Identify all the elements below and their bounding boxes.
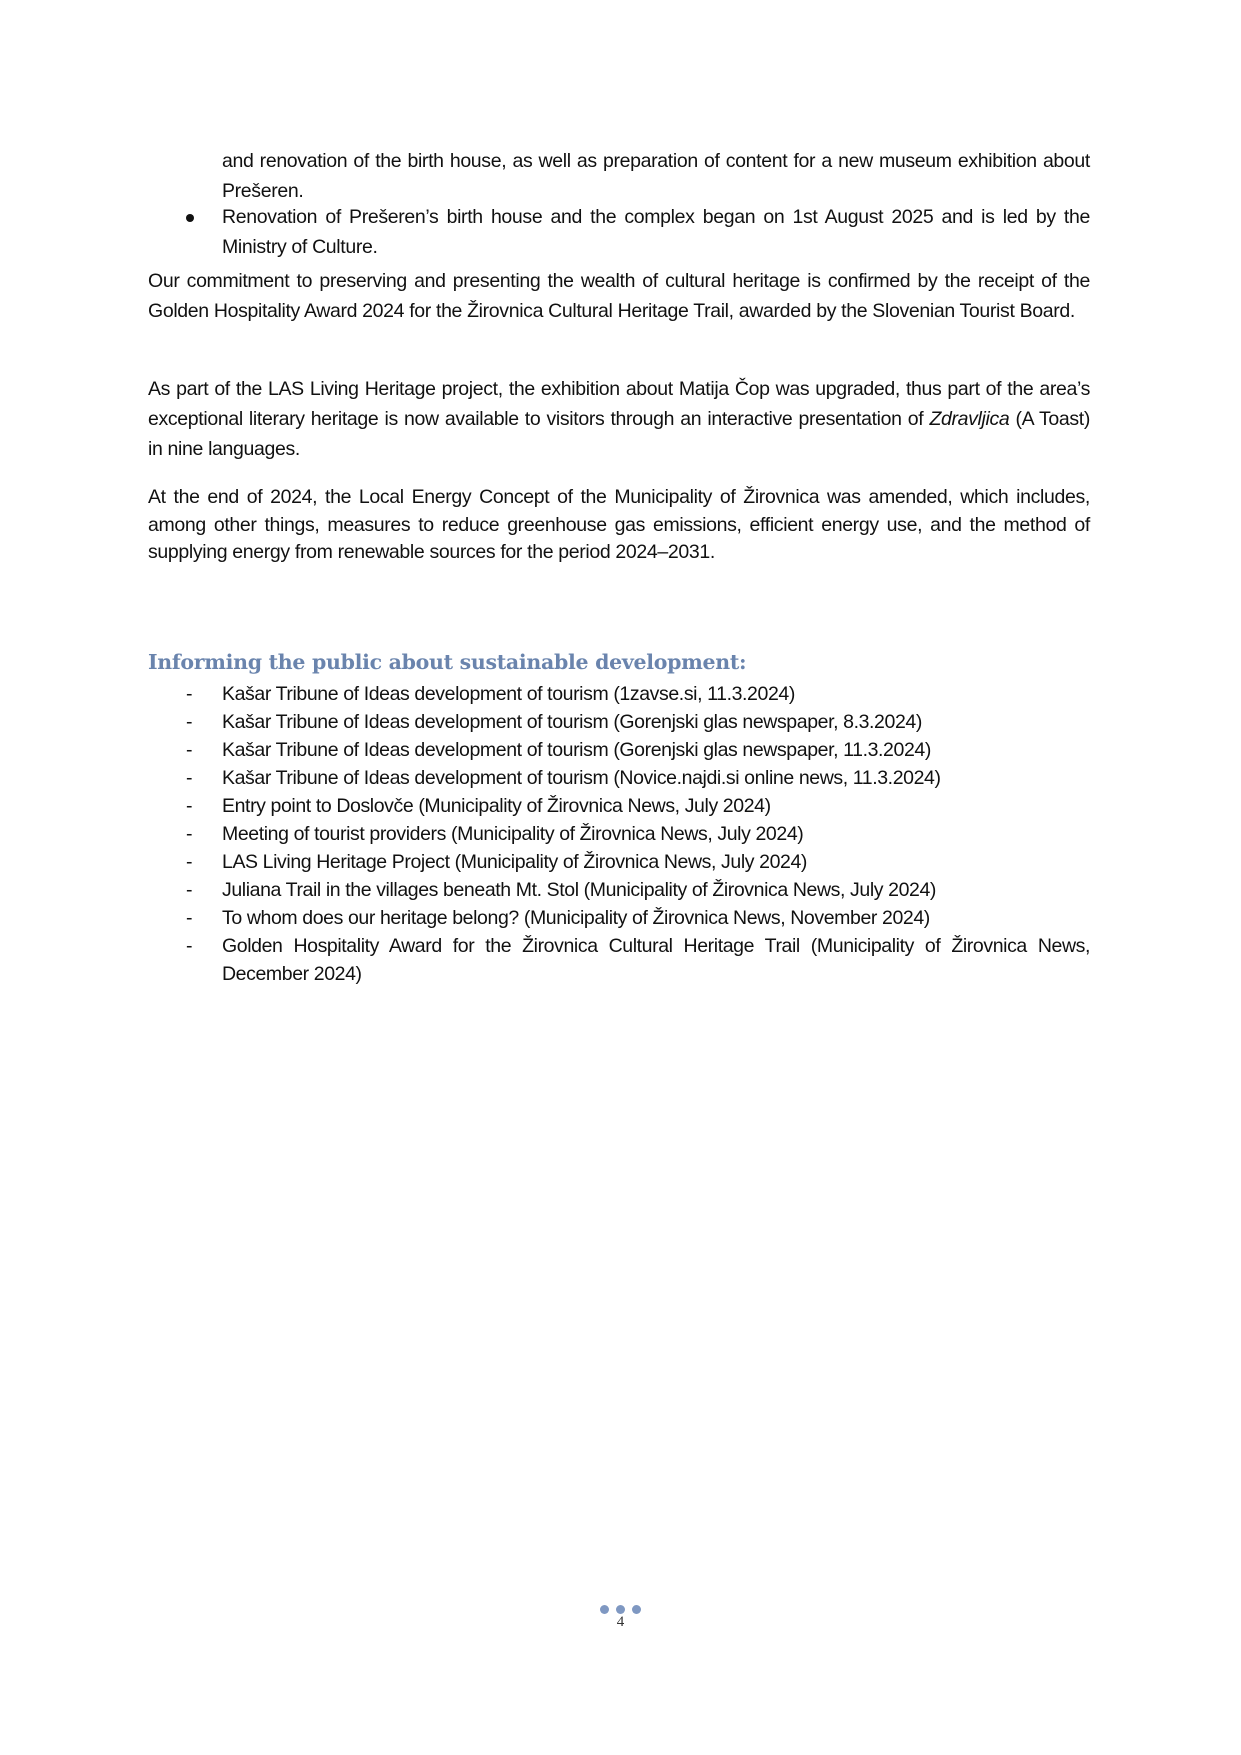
list-item [148,820,1090,848]
footer-dot [632,1605,641,1614]
list-item-text: Kašar Tribune of Ideas development of tourism (Novice.najdi.si online news, 11.3.2024) [222,767,941,789]
dash-bullet-icon: - [186,683,193,705]
dash-bullet-icon: - [186,767,193,789]
dash-bullet-icon: - [186,795,193,817]
footer-dot [600,1605,609,1614]
page-footer [0,1605,1241,1630]
paragraph-energy-concept: At the end of 2024, the Local Energy Concept of the Municipality of Žirovnica was amended, which includes, among other things, measures to reduce greenhouse gas emissions, efficient energy use, and the method of supplying energy from renewable sources for the period 2024–2031. [148,486,1090,563]
bullet-text: Renovation of Prešeren’s birth house and the complex began on 1st August 2025 and is led by the Ministry of Culture. [222,206,1090,258]
list-item [148,680,1090,708]
list-item [148,904,1090,932]
paragraph-las-text-after: (A Toast) in nine languages. [148,408,1090,460]
list-item-text: Kašar Tribune of Ideas development of tourism (Gorenjski glas newspaper, 11.3.2024) [222,739,931,761]
list-item-text: Kašar Tribune of Ideas development of tourism (Gorenjski glas newspaper, 8.3.2024) [222,711,922,733]
list-item [148,932,1090,988]
list-item-text: Meeting of tourist providers (Municipality of Žirovnica News, July 2024) [222,823,804,845]
list-item [148,792,1090,820]
list-item [148,848,1090,876]
list-item-text: Entry point to Doslovče (Municipality of Žirovnica News, July 2024) [222,795,771,817]
publicity-list [148,680,1090,988]
paragraph-award: Our commitment to preserving and presenting the wealth of cultural heritage is confirmed by the receipt of the Golden Hospitality Award 2024 for the Žirovnica Cultural Heritage Trail, awarded by the Slovenian Tourist Board. [148,270,1090,322]
list-item-text: Kašar Tribune of Ideas development of tourism (1zavse.si, 11.3.2024) [222,683,795,705]
list-item-text: To whom does our heritage belong? (Municipality of Žirovnica News, November 2024) [222,907,930,929]
dash-bullet-icon: - [186,851,193,873]
dash-bullet-icon: - [186,879,193,901]
section-heading: Informing the public about sustainable development: [148,650,747,674]
paragraph-las-italic-title: Zdravljica [929,408,1010,430]
list-item-text: Juliana Trail in the villages beneath Mt. Stol (Municipality of Žirovnica News, July 2024) [222,879,937,901]
dash-bullet-icon: - [186,823,193,845]
footer-dots-icon [0,1605,1241,1614]
list-item-text: Golden Hospitality Award for the Žirovnica Cultural Heritage Trail (Municipality of Žirovnica News, December 2024) [222,935,1090,985]
list-item [148,876,1090,904]
bullet-dot-icon [186,214,194,222]
list-item [148,736,1090,764]
dash-bullet-icon: - [186,935,193,957]
dash-bullet-icon: - [186,907,193,929]
list-item [148,764,1090,792]
paragraph-las-text-before: As part of the LAS Living Heritage project, the exhibition about Matija Čop was upgraded, thus part of the area’s exceptional literary heritage is now available to visitors through an interactive presentation of [148,378,1090,430]
footer-dot [616,1605,625,1614]
list-item [148,708,1090,736]
continued-bullet-text: and renovation of the birth house, as well as preparation of content for a new museum exhibition about Prešeren. [222,150,1090,202]
dash-bullet-icon: - [186,739,193,761]
dash-bullet-icon: - [186,711,193,733]
list-item-text: LAS Living Heritage Project (Municipality of Žirovnica News, July 2024) [222,851,808,873]
page-number: 4 [616,1614,625,1630]
paragraph-las-project [148,374,1090,464]
